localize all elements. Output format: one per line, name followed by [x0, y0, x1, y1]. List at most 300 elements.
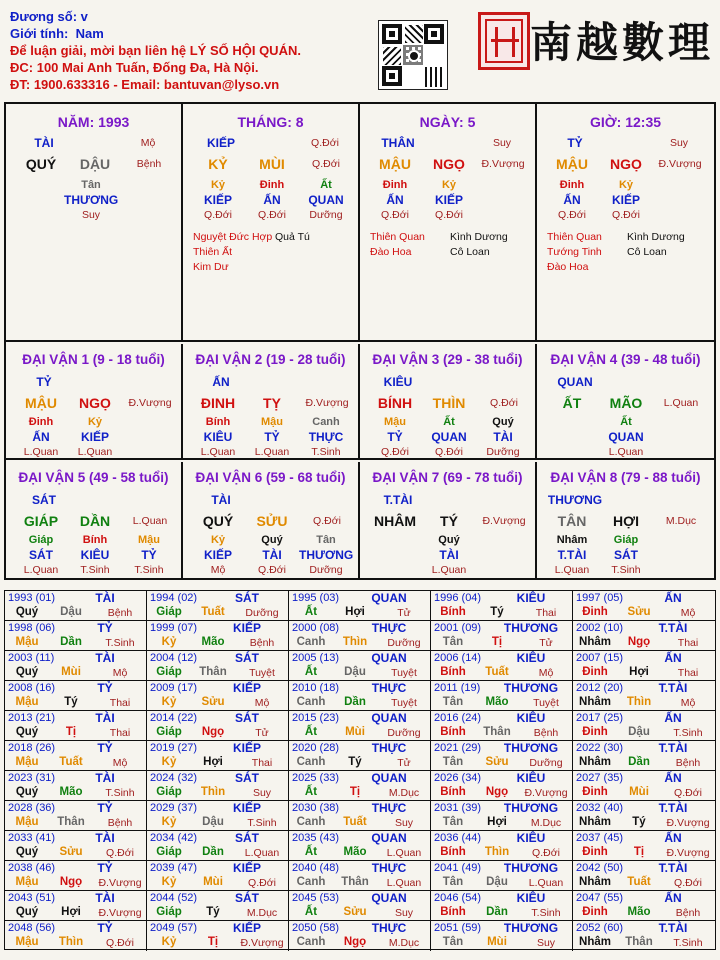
year-god: THƯƠNG: [503, 741, 559, 755]
year-state: M.Dục: [530, 817, 562, 829]
star-left: Đào Hoa: [547, 261, 589, 273]
hidden-god: THƯƠNG: [64, 193, 119, 207]
hidden-god: T.TÀI: [557, 548, 587, 562]
year-branch: Mùi: [345, 726, 365, 738]
year-branch: Sửu: [627, 606, 651, 618]
hidden-state: Q.Đới: [204, 209, 232, 221]
year-branch: Mùi: [487, 936, 507, 948]
year-branch: Tý: [632, 816, 646, 828]
pillar-title: GIỜ: 12:35: [589, 114, 662, 130]
year-label: 2034 (42): [150, 832, 198, 844]
year-stem: Nhâm: [579, 876, 611, 888]
year-god: TÀI: [95, 771, 115, 785]
dai-van-branch-state: Đ.Vượng: [305, 397, 349, 409]
year-stem: Tân: [442, 756, 464, 768]
year-branch: Hợi: [203, 756, 223, 768]
year-branch: Thân: [341, 876, 369, 888]
dai-van-title: ĐẠI VẬN 5 (49 - 58 tuổi): [18, 470, 169, 485]
hidden-stem: Đinh: [559, 179, 585, 191]
year-label: 2002 (10): [576, 622, 624, 634]
year-state: Q.Đới: [674, 787, 702, 799]
year-cell: [573, 891, 715, 921]
year-state: T.Sinh: [531, 907, 561, 919]
year-stem: Ất: [304, 666, 318, 678]
year-god: QUAN: [371, 891, 407, 905]
year-label: 2044 (52): [150, 892, 198, 904]
dai-van-title: ĐẠI VẬN 4 (39 - 48 tuổi): [550, 352, 701, 367]
hidden-stem: Nhâm: [556, 534, 588, 546]
year-cell: [573, 591, 715, 621]
hidden-stem: Tân: [316, 534, 336, 546]
year-god: THỰC: [371, 741, 407, 755]
year-stem: Nhâm: [579, 936, 611, 948]
year-state: Suy: [394, 817, 414, 829]
year-state: Thai: [535, 607, 557, 619]
year-god: QUAN: [371, 831, 407, 845]
pillar-top-state: Suy: [669, 137, 689, 149]
year-label: 2049 (57): [150, 922, 198, 934]
dai-van-stem: TÂN: [557, 513, 587, 529]
hidden-stem: Giáp: [28, 534, 54, 546]
hidden-god: QUAN: [308, 193, 344, 207]
year-label: 1995 (03): [292, 592, 340, 604]
year-cell: [147, 921, 289, 951]
year-cell: [573, 861, 715, 891]
year-cell: [289, 801, 431, 831]
year-stem: Mậu: [15, 756, 39, 768]
year-state: Bệnh: [675, 757, 701, 769]
year-cell: [147, 861, 289, 891]
year-cell: [147, 741, 289, 771]
hidden-god: SÁT: [614, 548, 638, 562]
year-cell: [147, 831, 289, 861]
hidden-stem: Ất: [443, 416, 455, 428]
year-stem: Giáp: [156, 606, 182, 618]
year-god: KIẾP: [232, 681, 261, 695]
hidden-state: L.Quan: [554, 564, 590, 576]
year-branch: Hợi: [345, 606, 365, 618]
year-state: L.Quan: [386, 847, 422, 859]
year-label: 2015 (23): [292, 712, 340, 724]
hidden-stem: Mậu: [138, 534, 160, 546]
year-cell: [289, 741, 431, 771]
dai-van-row-1: [6, 344, 714, 460]
year-stem: Giáp: [156, 906, 182, 918]
hidden-state: L.Quan: [200, 446, 236, 458]
year-stem: Ất: [304, 726, 318, 738]
year-label: 2038 (46): [8, 862, 56, 874]
hidden-stem: Tân: [81, 179, 101, 191]
year-branch: Hợi: [487, 816, 507, 828]
year-label: 2033 (41): [8, 832, 56, 844]
year-label: 2019 (27): [150, 742, 198, 754]
hidden-god: KIẾP: [80, 430, 109, 444]
year-cell: [5, 711, 147, 741]
year-cell: [573, 711, 715, 741]
star-left: Thiên Ất: [193, 246, 233, 258]
year-cell: [5, 681, 147, 711]
year-god: SÁT: [235, 591, 259, 605]
year-stem: Kỷ: [161, 816, 177, 828]
year-stem: Đinh: [582, 666, 608, 678]
star-left: Tướng Tinh: [547, 246, 602, 258]
year-branch: Dậu: [202, 816, 224, 828]
year-branch: Dậu: [60, 606, 82, 618]
year-state: Suy: [536, 937, 556, 949]
year-stem: Canh: [296, 636, 326, 648]
year-state: M.Dục: [388, 937, 420, 949]
year-label: 2017 (25): [576, 712, 624, 724]
pillar-title: NĂM: 1993: [57, 114, 130, 130]
year-god: TÀI: [95, 711, 115, 725]
year-state: Mộ: [680, 697, 696, 709]
hidden-state: Q.Đới: [435, 209, 463, 221]
dai-van-stem: MẬU: [25, 395, 57, 411]
hidden-state: Dưỡng: [486, 446, 520, 458]
star-right: Kình Dương: [627, 231, 685, 243]
hidden-stem: Quý: [438, 534, 460, 546]
year-state: Mộ: [254, 697, 270, 709]
year-label: 2032 (40): [576, 802, 624, 814]
star-left: Thiên Quan: [370, 231, 425, 243]
dai-van-branch-state: L.Quan: [132, 515, 168, 527]
year-stem: Kỷ: [161, 876, 177, 888]
year-label: 2011 (19): [434, 682, 481, 694]
hidden-god: TÀI: [493, 430, 513, 444]
year-god: TỶ: [97, 921, 113, 935]
year-label: 2048 (56): [8, 922, 56, 934]
dai-van-top-god: T.TÀI: [383, 493, 413, 507]
year-stem: Kỷ: [161, 696, 177, 708]
year-state: Q.Đới: [248, 877, 276, 889]
year-god: THỰC: [371, 861, 407, 875]
year-state: Thai: [109, 697, 131, 709]
qr-code-icon[interactable]: [378, 20, 448, 90]
year-god: T.TÀI: [658, 861, 688, 875]
year-god: TÀI: [95, 831, 115, 845]
year-cell: [431, 591, 573, 621]
pillar-top-state: Suy: [492, 137, 512, 149]
year-cell: [289, 591, 431, 621]
hidden-state: Q.Đới: [381, 209, 409, 221]
year-label: 2047 (55): [576, 892, 624, 904]
hidden-state: L.Quan: [254, 446, 290, 458]
year-cell: [147, 711, 289, 741]
hidden-god: ẤN: [386, 193, 404, 207]
year-god: THỰC: [371, 621, 407, 635]
hidden-state: Suy: [81, 209, 101, 221]
year-state: Mộ: [680, 607, 696, 619]
year-state: M.Dục: [388, 787, 420, 799]
dai-van-cell: [183, 344, 360, 458]
year-cell: [5, 831, 147, 861]
year-cell: [147, 591, 289, 621]
year-god: QUAN: [371, 591, 407, 605]
pillar-stem: QUÝ: [25, 156, 57, 172]
dai-van-top-god: KIÊU: [383, 375, 413, 389]
year-stem: Ất: [304, 606, 318, 618]
year-cell: [5, 621, 147, 651]
hidden-state: L.Quan: [77, 446, 113, 458]
dai-van-branch: HỢI: [613, 513, 639, 529]
year-cell: [431, 861, 573, 891]
year-stem: Tân: [442, 696, 464, 708]
dai-van-cell: [6, 462, 183, 578]
year-state: Q.Đới: [106, 937, 134, 949]
year-cell: [573, 651, 715, 681]
year-cell: [5, 651, 147, 681]
year-stem: Bính: [440, 666, 466, 678]
year-cell: [5, 771, 147, 801]
year-branch: Tuất: [59, 756, 83, 768]
seal-stamp-icon: [478, 12, 530, 70]
year-god: KIÊU: [516, 771, 546, 785]
year-state: Q.Đới: [674, 877, 702, 889]
year-branch: Tuất: [343, 816, 367, 828]
year-stem: Đinh: [582, 846, 608, 858]
year-branch: Thân: [625, 936, 653, 948]
year-label: 2003 (11): [8, 652, 55, 664]
year-branch: Ngọ: [343, 936, 367, 948]
year-god: TỶ: [97, 621, 113, 635]
year-label: 1997 (05): [576, 592, 624, 604]
pillar-title: THÁNG: 8: [237, 114, 304, 130]
address-line: ĐC: 100 Mai Anh Tuấn, Đống Đa, Hà Nội.: [10, 60, 259, 75]
year-branch: Tuất: [485, 666, 509, 678]
dai-van-title: ĐẠI VẬN 3 (29 - 38 tuổi): [372, 352, 523, 367]
year-stem: Giáp: [156, 666, 182, 678]
year-stem: Ất: [304, 906, 318, 918]
year-stem: Giáp: [156, 846, 182, 858]
pillar-branch-state: Q.Đới: [312, 158, 340, 170]
gender-label: Giới tính:: [10, 26, 69, 41]
year-stem: Nhâm: [579, 696, 611, 708]
year-label: 2006 (14): [434, 652, 482, 664]
year-stem: Mậu: [15, 636, 39, 648]
phone-line: ĐT: 1900.633316 - Email: bantuvan@lyso.vn: [10, 77, 280, 92]
year-branch: Sửu: [59, 846, 83, 858]
year-god: TỶ: [97, 681, 113, 695]
year-branch: Thìn: [626, 696, 652, 708]
year-stem: Kỷ: [161, 936, 177, 948]
year-god: KIÊU: [516, 891, 546, 905]
year-state: Q.Đới: [106, 847, 134, 859]
year-branch: Mão: [59, 786, 83, 798]
year-label: 2051 (59): [434, 922, 482, 934]
year-label: 1993 (01): [8, 592, 56, 604]
hidden-god: TỶ: [387, 430, 403, 444]
hidden-state: Dưỡng: [309, 564, 343, 576]
year-state: Thai: [677, 667, 699, 679]
year-branch: Dậu: [486, 876, 508, 888]
hidden-state: T.Sinh: [134, 564, 164, 576]
year-state: Dưỡng: [387, 727, 421, 739]
year-cell: [431, 741, 573, 771]
year-branch: Thân: [483, 726, 511, 738]
year-label: 2013 (21): [8, 712, 56, 724]
year-label: 2026 (34): [434, 772, 482, 784]
year-state: Bệnh: [249, 637, 275, 649]
year-cell: [431, 891, 573, 921]
year-state: T.Sinh: [105, 637, 135, 649]
year-stem: Bính: [440, 786, 466, 798]
year-label: 2028 (36): [8, 802, 56, 814]
year-god: KIÊU: [516, 591, 546, 605]
year-cell: [431, 681, 573, 711]
hidden-stem: Ất: [320, 179, 332, 191]
dai-van-title: ĐẠI VẬN 6 (59 - 68 tuổi): [195, 470, 346, 485]
year-stem: Tân: [442, 636, 464, 648]
year-state: Đ.Vượng: [524, 787, 568, 799]
year-label: 2016 (24): [434, 712, 482, 724]
year-cell: [5, 891, 147, 921]
year-state: Tử: [397, 607, 411, 619]
year-god: TÀI: [95, 651, 115, 665]
year-branch: Thìn: [484, 846, 510, 858]
dai-van-title: ĐẠI VẬN 2 (19 - 28 tuổi): [195, 352, 346, 367]
dai-van-branch: THÌN: [432, 395, 466, 411]
year-label: 2000 (08): [292, 622, 340, 634]
year-cell: [573, 801, 715, 831]
year-state: Tử: [397, 757, 411, 769]
year-state: Dưỡng: [529, 757, 563, 769]
hidden-state: Dưỡng: [309, 209, 343, 221]
year-branch: Thìn: [200, 786, 226, 798]
year-cell: [5, 741, 147, 771]
year-cell: [289, 621, 431, 651]
dai-van-stem: GIÁP: [23, 513, 59, 529]
pillar-branch-state: Bệnh: [136, 158, 162, 170]
year-label: 2050 (58): [292, 922, 340, 934]
year-stem: Đinh: [582, 606, 608, 618]
year-stem: Nhâm: [579, 636, 611, 648]
dai-van-cell: [537, 344, 714, 458]
pillar-stem: MẬU: [556, 156, 588, 172]
year-stem: Quý: [15, 726, 39, 738]
year-branch: Dậu: [628, 726, 650, 738]
year-cell: [431, 801, 573, 831]
year-state: Tử: [539, 637, 553, 649]
year-branch: Dần: [60, 636, 82, 648]
dai-van-stem: BÍNH: [377, 395, 413, 411]
pillar-branch-state: Đ.Vượng: [658, 158, 702, 170]
year-branch: Sửu: [201, 696, 225, 708]
hidden-state: Q.Đới: [381, 446, 409, 458]
year-branch: Tý: [490, 606, 504, 618]
hidden-state: Q.Đới: [258, 564, 286, 576]
year-cell: [147, 651, 289, 681]
year-label: 2037 (45): [576, 832, 624, 844]
hidden-stem: Đinh: [28, 416, 54, 428]
year-god: KIẾP: [232, 741, 261, 755]
year-state: Mộ: [112, 757, 128, 769]
hidden-stem: Quý: [492, 416, 514, 428]
hidden-stem: Đinh: [382, 179, 408, 191]
dai-van-stem: QUÝ: [202, 513, 234, 529]
year-state: Thai: [109, 727, 131, 739]
year-label: 2029 (37): [150, 802, 198, 814]
year-stem: Canh: [296, 696, 326, 708]
year-stem: Mậu: [15, 876, 39, 888]
dai-van-top-god: TÀI: [211, 493, 231, 507]
hidden-god: TỶ: [264, 430, 280, 444]
year-god: T.TÀI: [658, 621, 688, 635]
pillar-stem: MẬU: [379, 156, 411, 172]
year-state: Dưỡng: [245, 607, 279, 619]
hidden-god: ẤN: [563, 193, 581, 207]
hidden-stem: Kỷ: [210, 534, 226, 546]
year-god: KIẾP: [232, 861, 261, 875]
year-branch: Dần: [486, 906, 508, 918]
year-branch: Mão: [201, 636, 225, 648]
dai-van-top-god: QUAN: [557, 375, 593, 389]
year-state: Bệnh: [107, 817, 133, 829]
year-cell: [147, 681, 289, 711]
year-label: 2039 (47): [150, 862, 198, 874]
year-label: 2045 (53): [292, 892, 340, 904]
year-stem: Canh: [296, 936, 326, 948]
hidden-state: Q.Đới: [435, 446, 463, 458]
hidden-god: TÀI: [262, 548, 282, 562]
year-branch: Mùi: [203, 876, 223, 888]
pillar-top-god: KIẾP: [206, 136, 235, 150]
dai-van-row-2: [6, 462, 714, 578]
year-god: SÁT: [235, 771, 259, 785]
hidden-state: L.Quan: [23, 446, 59, 458]
year-branch: Mão: [343, 846, 367, 858]
pillar-branch: NGỌ: [433, 156, 465, 172]
year-stem: Canh: [296, 876, 326, 888]
name-label: Đương số:: [10, 9, 78, 24]
pillar-top-god: TỶ: [567, 136, 583, 150]
year-cell: [431, 771, 573, 801]
year-stem: Ất: [304, 846, 318, 858]
dai-van-branch-state: Q.Đới: [313, 515, 341, 527]
year-label: 2004 (12): [150, 652, 198, 664]
year-cell: [289, 891, 431, 921]
hidden-god: KIẾP: [203, 548, 232, 562]
hidden-stem: Giáp: [613, 534, 639, 546]
year-cell: [147, 771, 289, 801]
year-cell: [573, 741, 715, 771]
year-cell: [147, 621, 289, 651]
year-stem: Canh: [296, 816, 326, 828]
hidden-god: THỰC: [308, 430, 344, 444]
dai-van-top-god: SÁT: [32, 493, 56, 507]
year-branch: Dần: [628, 756, 650, 768]
year-stem: Quý: [15, 666, 39, 678]
year-state: Đ.Vượng: [98, 907, 142, 919]
hidden-stem: Kỷ: [87, 416, 103, 428]
year-state: Tuyệt: [391, 697, 417, 709]
year-branch: Thìn: [342, 636, 368, 648]
year-branch: Dần: [344, 696, 366, 708]
dai-van-branch: TỴ: [263, 395, 281, 411]
hidden-state: Q.Đới: [558, 209, 586, 221]
year-branch: Ngọ: [201, 726, 225, 738]
star-right: Kình Dương: [450, 231, 508, 243]
year-cell: [147, 801, 289, 831]
dai-van-branch: SỬU: [256, 513, 288, 529]
year-label: 2027 (35): [576, 772, 624, 784]
year-branch: Tị: [207, 936, 219, 948]
hidden-state: L.Quan: [608, 446, 644, 458]
hidden-state: L.Quan: [23, 564, 59, 576]
year-cell: [431, 651, 573, 681]
year-state: Tuyệt: [533, 697, 559, 709]
year-state: Đ.Vượng: [98, 877, 142, 889]
year-label: 2046 (54): [434, 892, 482, 904]
